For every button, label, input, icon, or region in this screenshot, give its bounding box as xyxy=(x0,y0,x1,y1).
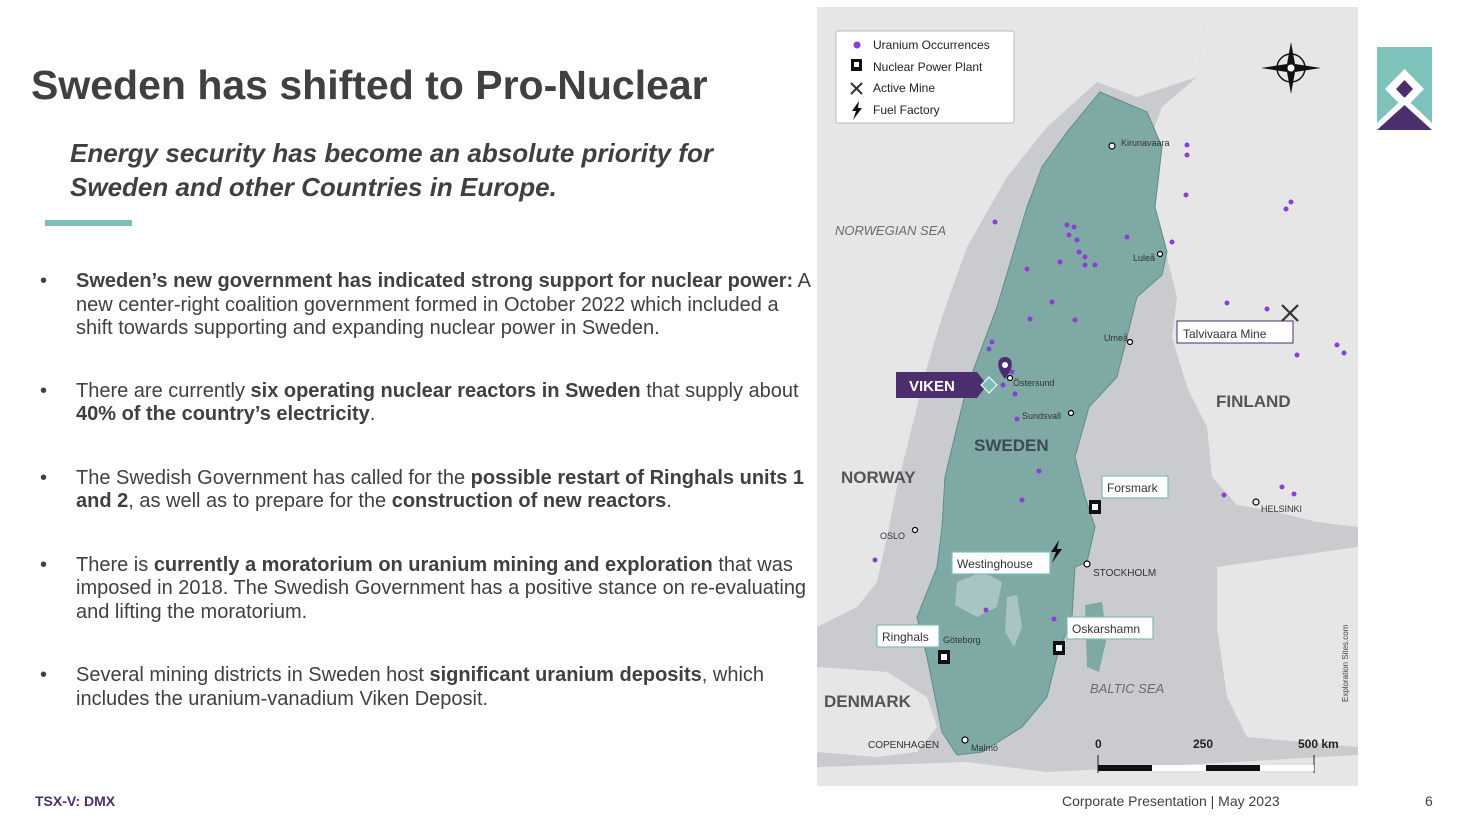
bullet-item xyxy=(40,554,810,625)
city-marker xyxy=(1008,376,1013,381)
power-plant-icon xyxy=(1089,500,1101,514)
bullet-bold: significant uranium deposits xyxy=(429,664,702,686)
city-marker xyxy=(1069,411,1074,416)
city-kirunavaara-label: Kirunavaara xyxy=(1121,138,1170,148)
scale-zero: 0 xyxy=(1095,737,1102,751)
bullet-item xyxy=(40,270,810,341)
page-number: 6 xyxy=(1425,793,1433,809)
bullet-bold: possible restart of Ringhals units 1 and 2 xyxy=(76,466,805,512)
bullet-text: There are currently xyxy=(76,379,251,402)
baltic-land xyxy=(1217,547,1358,747)
bullet-text: that supply about xyxy=(640,379,799,402)
bullet-text: , which includes the uranium-vanadium Viken Deposit. xyxy=(76,664,765,710)
legend-power-plant: Nuclear Power Plant xyxy=(873,60,983,74)
bullet-item xyxy=(40,467,810,514)
city-helsinki-label: HELSINKI xyxy=(1261,504,1303,514)
bullet-item xyxy=(40,664,810,711)
bullet-marker: • xyxy=(40,270,48,292)
bullet-text: that was imposed in 2018. The Swedish Government has a positive stance on re-evaluating and lifting the moratorium. xyxy=(76,553,807,623)
sweden-label: SWEDEN xyxy=(974,436,1049,455)
bullet-bold: six operating nuclear reactors in Sweden xyxy=(250,379,641,402)
finland-label: FINLAND xyxy=(1216,392,1291,411)
callout-talvivaara xyxy=(1177,321,1293,343)
scale-mid: 250 xyxy=(1193,737,1214,751)
map-panel[interactable] xyxy=(817,7,1358,786)
bullet-marker: • xyxy=(40,379,48,402)
scale-max: 500 km xyxy=(1298,737,1339,751)
bullet-bold: Sweden’s new government has indicated strong support for nuclear power: xyxy=(76,270,794,292)
bullet-text: Several mining districts in Sweden host xyxy=(76,664,430,686)
city-copenhagen-label: COPENHAGEN xyxy=(868,740,940,751)
city-goteborg-label: Göteborg xyxy=(943,635,981,645)
denmark-label: DENMARK xyxy=(824,692,911,711)
callout-ringhals xyxy=(877,625,939,647)
slide-subtitle xyxy=(70,136,790,204)
city-marker xyxy=(962,737,968,743)
norway-label: NORWAY xyxy=(841,468,916,487)
city-oslo-label: OSLO xyxy=(880,531,906,541)
city-sundsvall-label: Sundsvall xyxy=(1022,411,1062,421)
city-umea-label: Umeå xyxy=(1104,333,1129,343)
city-malmo-label: Malmö xyxy=(971,743,999,753)
ticker-symbol: TSX-V: DMX xyxy=(35,793,116,809)
map-credit: Exploration Sites.com xyxy=(1341,624,1350,702)
power-plant-icon xyxy=(938,650,950,664)
company-logo xyxy=(1377,47,1432,130)
power-plant-icon xyxy=(1053,641,1065,655)
subtitle-line-2: Sweden and other Countries in Europe. xyxy=(70,172,557,202)
ringhals-label: Ringhals xyxy=(882,630,929,644)
city-marker xyxy=(1253,499,1259,505)
bullet-text: There is xyxy=(76,553,154,576)
city-stockholm-label: STOCKHOLM xyxy=(1093,568,1157,579)
bullet-marker: • xyxy=(40,664,48,686)
baltic-sea-label: BALTIC SEA xyxy=(1090,681,1165,696)
talvivaara-label: Talvivaara Mine xyxy=(1183,327,1267,341)
city-ostersund-label: Östersund xyxy=(1013,378,1055,388)
purple-dot-icon xyxy=(854,42,861,49)
bullet-text: The Swedish Government has called for the xyxy=(76,466,471,489)
city-marker xyxy=(1128,340,1133,345)
norwegian-sea-label: NORWEGIAN SEA xyxy=(835,223,947,238)
legend-active-mine: Active Mine xyxy=(873,81,936,95)
presentation-footer: Corporate Presentation | May 2023 xyxy=(1062,793,1280,809)
bullet-bold: currently a moratorium on uranium mining and exploration xyxy=(153,553,713,576)
bullet-item xyxy=(40,380,810,427)
bullet-text: A new center-right coalition government formed in October 2022 which included a shift towards supporting and expanding nuclear power in Sweden. xyxy=(76,270,810,339)
callout-westinghouse xyxy=(952,552,1050,574)
city-marker xyxy=(1084,561,1090,567)
city-marker xyxy=(913,528,918,533)
city-marker xyxy=(1158,252,1163,257)
viken-label: VIKEN xyxy=(909,378,955,395)
bullet-bold: 40% of the country’s electricity xyxy=(76,403,370,425)
oskarshamn-label: Oskarshamn xyxy=(1072,622,1141,636)
legend-fuel-factory: Fuel Factory xyxy=(873,103,940,117)
accent-divider xyxy=(45,220,132,226)
bullet-marker: • xyxy=(40,553,48,576)
slide-title: Sweden has shifted to Pro-Nuclear xyxy=(31,62,708,108)
callout-forsmark xyxy=(1102,476,1168,498)
bullet-bold: construction of new reactors xyxy=(391,490,667,512)
westinghouse-label: Westinghouse xyxy=(957,557,1033,571)
callout-oskarshamn xyxy=(1067,617,1153,639)
bullet-text: , as well as to prepare for the xyxy=(128,490,392,512)
bullet-list xyxy=(40,270,810,711)
subtitle-line-1: Energy security has become an absolute priority for xyxy=(70,138,713,168)
legend-uranium: Uranium Occurrences xyxy=(873,38,990,52)
bullet-marker: • xyxy=(40,466,48,489)
bullet-text: . xyxy=(369,403,376,425)
city-marker xyxy=(1109,143,1115,149)
forsmark-label: Forsmark xyxy=(1107,481,1158,495)
power-plant-icon xyxy=(851,59,862,71)
city-lulea-label: Luleå xyxy=(1133,253,1156,263)
bullet-text: . xyxy=(666,490,672,512)
map-legend xyxy=(836,31,1014,123)
